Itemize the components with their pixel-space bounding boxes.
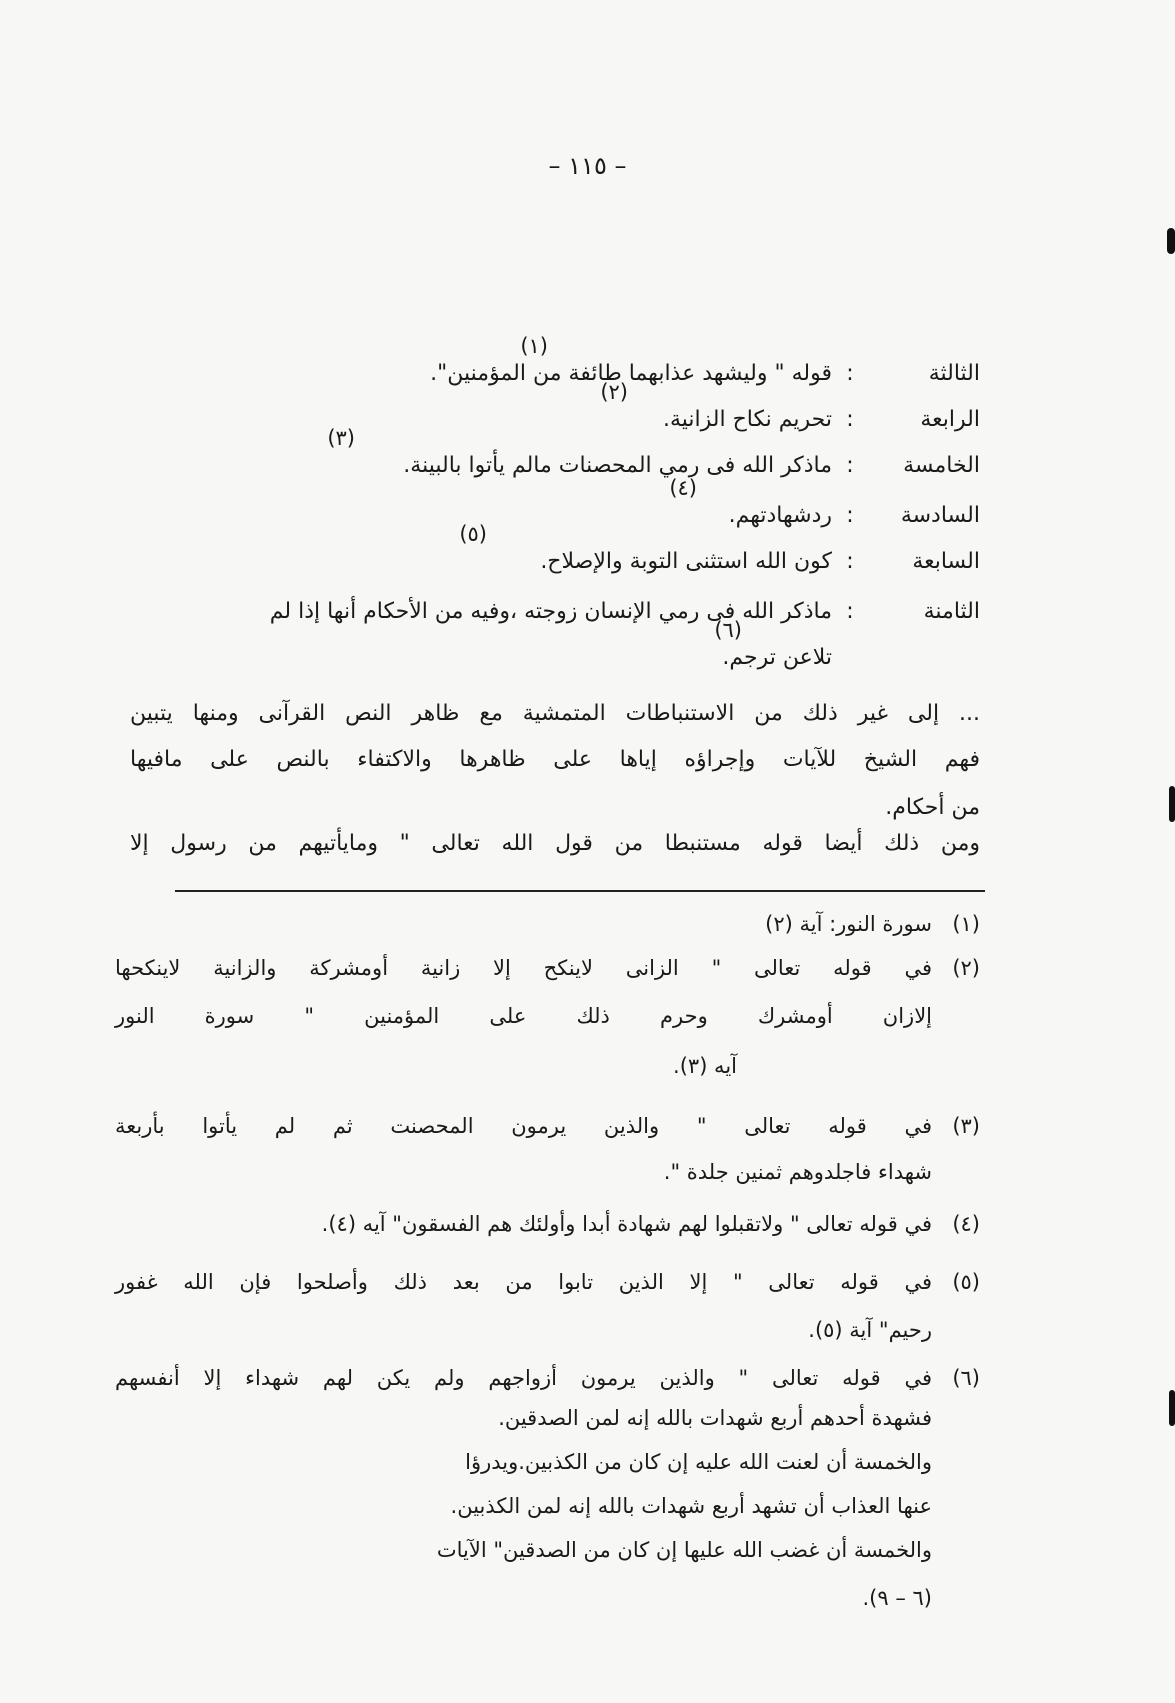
list-item: (١) الثالثة:قوله " وليشهد عذابهما طائفة من المؤمنين". xyxy=(110,352,980,396)
footnote-line: (٦ – ٩). xyxy=(862,1586,932,1610)
footnote-ref: (٥) xyxy=(459,522,487,546)
list-item: (٤) السادسة:ردشهادتهم. xyxy=(110,494,980,538)
footnote-ref: (٦) xyxy=(714,618,742,642)
scan-edge-mark xyxy=(1167,228,1175,254)
list-item: الثامنة:ماذكر الله فى رمي الإنسان زوجته ،وفيه من الأحكام أنها إذا لم xyxy=(110,590,980,634)
scan-edge-mark xyxy=(1169,1390,1175,1426)
scan-edge-mark xyxy=(1169,786,1175,822)
list-item: (٢) الرابعة:تحريم نكاح الزانية. xyxy=(110,398,980,442)
item-label: السابعة xyxy=(912,549,980,574)
footnote: (٣)في قوله تعالى " والذين يرمون المحصنت ثم لم يأتوا بأربعة xyxy=(115,1106,980,1146)
item-text: قوله " وليشهد عذابهما طائفة من المؤمنين". xyxy=(430,361,832,386)
footnote: (٢)في قوله تعالى " الزانى لاينكح إلا زانية أومشركة والزانية لاينكحها xyxy=(115,948,980,988)
item-text: ماذكر الله فى رمي المحصنات مالم يأتوا بالبينة. xyxy=(403,453,832,478)
body-line: فهم الشيخ للآيات وإجراؤه إياها على ظاهرها والاكتفاء بالنص على مافيها xyxy=(130,747,980,772)
footnote-line: شهداء فاجلدوهم ثمنين جلدة ". xyxy=(663,1160,932,1184)
footnote-number: (٤) xyxy=(952,1212,980,1236)
footnote-number: (١) xyxy=(952,912,980,936)
item-label: السادسة xyxy=(900,503,980,528)
footnote-line: عنها العذاب أن تشهد أربع شهدات بالله إنه لمن الكذبين. xyxy=(450,1494,932,1518)
body-line: ومن ذلك أيضا قوله مستنبطا من قول الله تعالى " ومايأتيهم من رسول إلا xyxy=(130,831,980,856)
list-item: (٣) الخامسة:ماذكر الله فى رمي المحصنات مالم يأتوا بالبينة. xyxy=(110,444,980,488)
footnote-ref: (٢) xyxy=(600,380,628,404)
item-label: الخامسة xyxy=(903,453,980,478)
footnote-line: إلازان أومشرك وحرم ذلك على المؤمنين " سورة النور xyxy=(115,1004,932,1028)
body-line: من أحكام. xyxy=(885,795,980,820)
item-label: الثامنة xyxy=(923,599,980,624)
footnote: (٦)في قوله تعالى " والذين يرمون أزواجهم ولم يكن لهم شهداء إلا أنفسهم xyxy=(115,1358,980,1398)
footnote-line: رحيم" آية (٥). xyxy=(808,1318,932,1342)
footnote-number: (٣) xyxy=(952,1114,980,1138)
footnote-line: فشهدة أحدهم أربع شهدات بالله إنه لمن الصدقين. xyxy=(498,1406,932,1430)
footnote-ref: (١) xyxy=(520,334,548,358)
list-item: (٥) السابعة:كون الله استثنى التوبة والإصلاح. xyxy=(110,540,980,584)
item-text: ردشهادتهم. xyxy=(728,503,832,528)
item-text: تحريم نكاح الزانية. xyxy=(662,407,832,432)
footnote-line: والخمسة أن غضب الله عليها إن كان من الصدقين" الآيات xyxy=(436,1538,932,1562)
footnote-separator xyxy=(175,890,985,892)
item-text: ماذكر الله فى رمي الإنسان زوجته ،وفيه من الأحكام أنها إذا لم xyxy=(269,599,832,624)
list-item-continuation xyxy=(110,618,980,680)
item-text: تلاعن ترجم. xyxy=(722,645,832,670)
footnote-line: آيه (٣). xyxy=(673,1054,737,1078)
footnote-ref: (٣) xyxy=(327,426,355,450)
page-number: – ١١٥ – xyxy=(548,152,627,180)
footnote-ref: (٤) xyxy=(669,476,697,500)
footnote: (٤)في قوله تعالى " ولاتقبلوا لهم شهادة أبدا وأولئك هم الفسقون" آيه (٤). xyxy=(115,1204,980,1244)
body-line: ... إلى غير ذلك من الاستنباطات المتمشية مع ظاهر النص القرآنى ومنها يتبين xyxy=(130,701,980,726)
footnote-number: (٦) xyxy=(952,1366,980,1390)
footnote-number: (٢) xyxy=(952,956,980,980)
footnote: (١)سورة النور: آية (٢) xyxy=(115,904,980,944)
item-label: الثالثة xyxy=(928,361,980,386)
item-text: كون الله استثنى التوبة والإصلاح. xyxy=(540,549,832,574)
item-label: الرابعة xyxy=(920,407,980,432)
footnote: (٥)في قوله تعالى " إلا الذين تابوا من بعد ذلك وأصلحوا فإن الله غفور xyxy=(115,1262,980,1302)
footnote-line: والخمسة أن لعنت الله عليه إن كان من الكذبين.ويدرؤا xyxy=(465,1450,932,1474)
footnote-number: (٥) xyxy=(952,1270,980,1294)
